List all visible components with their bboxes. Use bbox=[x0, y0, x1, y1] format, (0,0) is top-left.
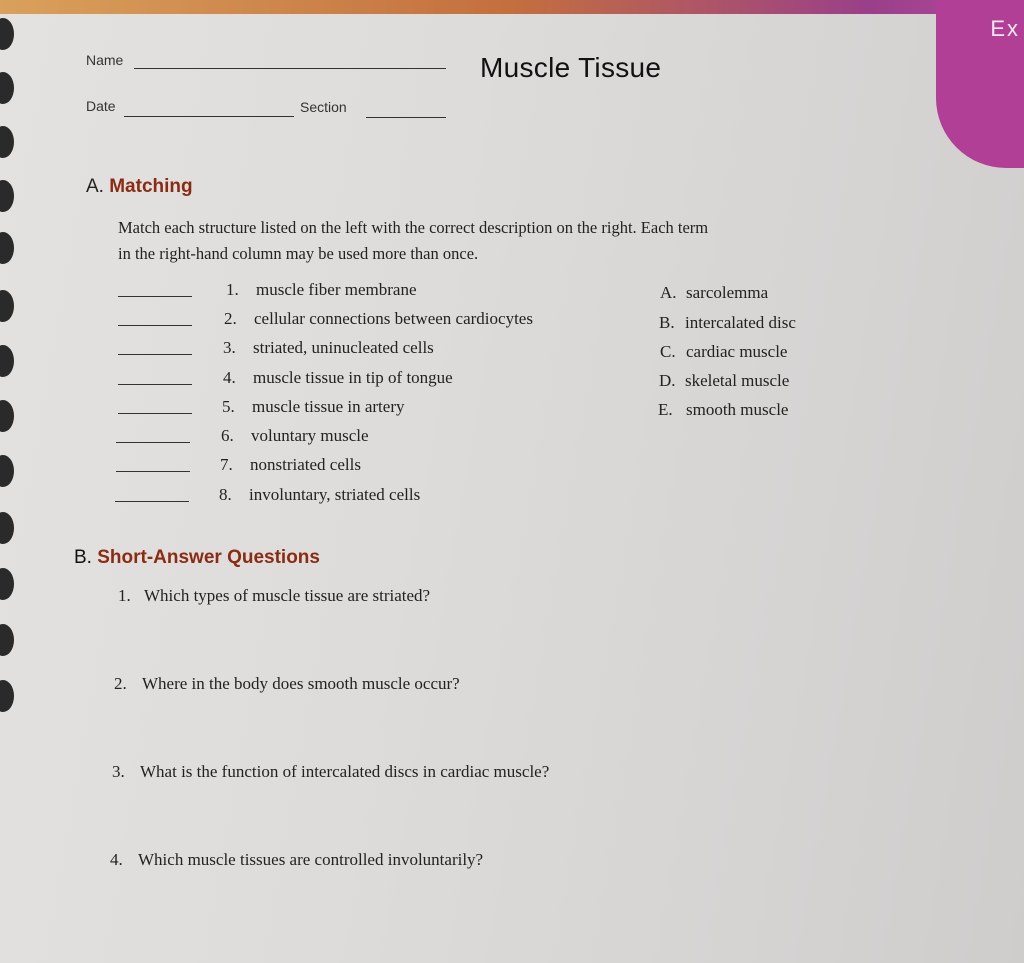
binder-hole bbox=[0, 455, 14, 487]
answer-blank[interactable] bbox=[116, 442, 190, 443]
date-field[interactable] bbox=[124, 116, 294, 117]
section-label: Section bbox=[300, 99, 347, 115]
matching-item-text: muscle fiber membrane bbox=[256, 280, 417, 299]
matching-item-number: 8. bbox=[219, 485, 232, 504]
section-b-letter: B. bbox=[74, 547, 92, 568]
matching-item-number: 3. bbox=[223, 338, 236, 357]
binder-holes bbox=[0, 0, 24, 963]
binder-hole bbox=[0, 232, 14, 264]
question-number: 1. bbox=[118, 586, 131, 605]
matching-item-number: 6. bbox=[221, 426, 234, 445]
instructions-line-1: Match each structure listed on the left with the correct description on the right. Each term bbox=[118, 218, 709, 237]
term-text: cardiac muscle bbox=[686, 342, 788, 361]
matching-item-number: 4. bbox=[223, 368, 236, 387]
answer-blank[interactable] bbox=[118, 354, 192, 355]
matching-item-text: nonstriated cells bbox=[250, 455, 361, 474]
question-number: 2. bbox=[114, 674, 127, 693]
answer-blank[interactable] bbox=[118, 413, 192, 414]
binder-hole bbox=[0, 72, 14, 104]
binder-hole bbox=[0, 400, 14, 432]
section-b-heading bbox=[74, 547, 320, 569]
section-a-heading bbox=[86, 176, 193, 198]
binder-hole bbox=[0, 126, 14, 158]
name-label: Name bbox=[86, 52, 124, 68]
binder-hole bbox=[0, 680, 14, 712]
matching-item-text: cellular connections between cardiocytes bbox=[254, 309, 533, 328]
matching-item-number: 2. bbox=[224, 309, 237, 328]
question-text: Which types of muscle tissue are striated? bbox=[144, 586, 431, 605]
question-text: What is the function of intercalated discs in cardiac muscle? bbox=[140, 762, 550, 781]
matching-item-number: 7. bbox=[220, 455, 233, 474]
term-text: skeletal muscle bbox=[685, 371, 790, 390]
matching-item-number: 1. bbox=[226, 280, 239, 299]
term-text: sarcolemma bbox=[686, 283, 769, 302]
top-color-strip bbox=[0, 0, 1024, 14]
binder-hole bbox=[0, 512, 14, 544]
section-a-title: Matching bbox=[109, 176, 193, 197]
page-title: Muscle Tissue bbox=[480, 52, 662, 83]
answer-blank[interactable] bbox=[118, 296, 192, 297]
term-letter: D. bbox=[659, 371, 676, 390]
binder-hole bbox=[0, 290, 14, 322]
matching-item-text: involuntary, striated cells bbox=[249, 485, 421, 504]
section-a-letter: A. bbox=[86, 176, 104, 197]
name-field[interactable] bbox=[134, 68, 446, 69]
answer-blank[interactable] bbox=[118, 384, 192, 385]
section-b-title: Short-Answer Questions bbox=[97, 547, 320, 568]
matching-item-text: muscle tissue in tip of tongue bbox=[253, 368, 453, 387]
binder-hole bbox=[0, 180, 14, 212]
term-letter: E. bbox=[658, 400, 673, 419]
question-number: 3. bbox=[112, 762, 125, 781]
answer-blank[interactable] bbox=[115, 501, 189, 502]
binder-hole bbox=[0, 568, 14, 600]
answer-blank[interactable] bbox=[116, 471, 190, 472]
binder-hole bbox=[0, 624, 14, 656]
binder-hole bbox=[0, 345, 14, 377]
exercise-tab-label: Ex bbox=[990, 16, 1020, 41]
binder-hole bbox=[0, 18, 14, 50]
term-letter: C. bbox=[660, 342, 676, 361]
date-label: Date bbox=[86, 98, 116, 114]
term-letter: A. bbox=[660, 283, 677, 302]
instructions-line-2: in the right-hand column may be used more than once. bbox=[118, 244, 479, 263]
matching-item-text: striated, uninucleated cells bbox=[253, 338, 434, 357]
term-text: smooth muscle bbox=[686, 400, 789, 419]
question-text: Where in the body does smooth muscle occur? bbox=[142, 674, 460, 693]
matching-item-number: 5. bbox=[222, 397, 235, 416]
question-text: Which muscle tissues are controlled involuntarily? bbox=[138, 850, 484, 869]
term-text: intercalated disc bbox=[685, 313, 796, 332]
answer-blank[interactable] bbox=[118, 325, 192, 326]
matching-item-text: muscle tissue in artery bbox=[252, 397, 405, 416]
matching-item-text: voluntary muscle bbox=[251, 426, 369, 445]
section-field[interactable] bbox=[366, 117, 446, 118]
question-number: 4. bbox=[110, 850, 123, 869]
term-letter: B. bbox=[659, 313, 675, 332]
